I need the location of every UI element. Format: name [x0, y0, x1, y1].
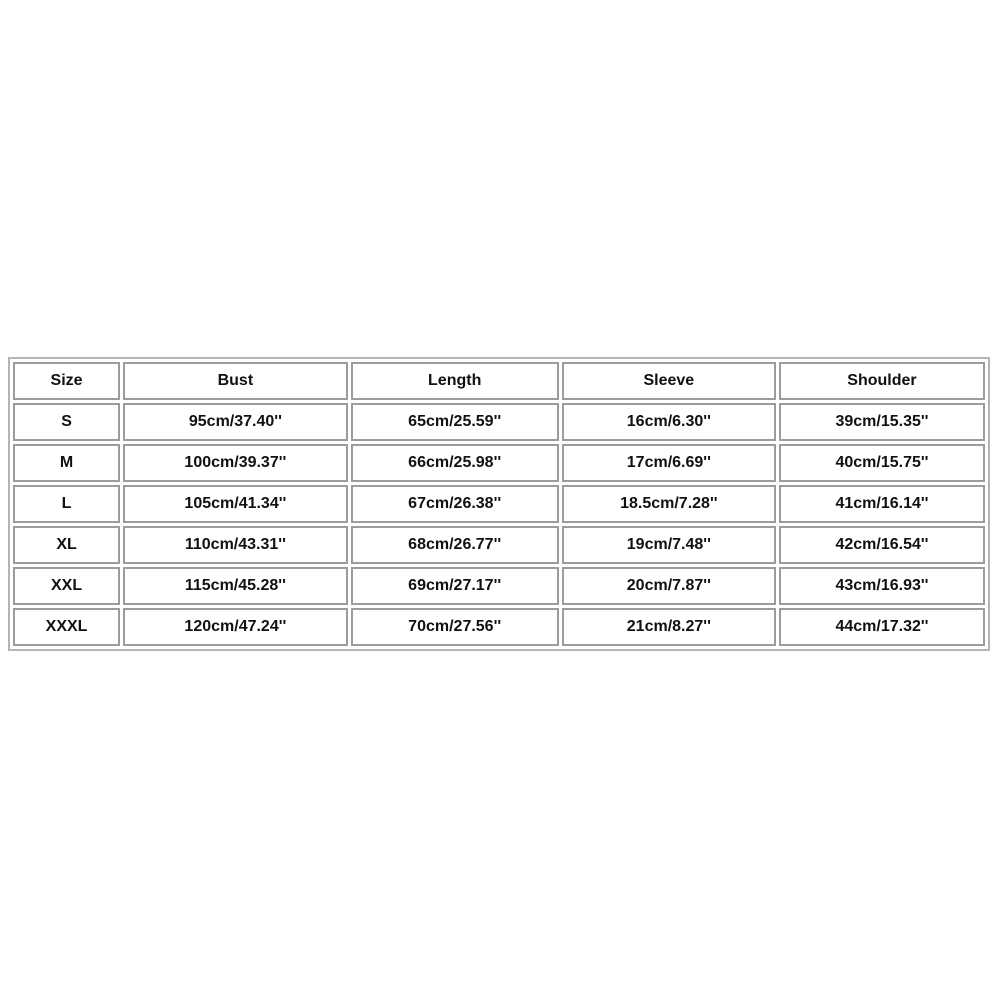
- size-cell: XXXL: [13, 608, 120, 646]
- sleeve-cell: 19cm/7.48'': [562, 526, 776, 564]
- header-shoulder: Shoulder: [779, 362, 985, 400]
- table-row: [13, 444, 985, 482]
- length-cell: 69cm/27.17'': [351, 567, 559, 605]
- bust-cell: 120cm/47.24'': [123, 608, 348, 646]
- shoulder-cell: 43cm/16.93'': [779, 567, 985, 605]
- size-chart-table: [8, 357, 990, 651]
- length-cell: 65cm/25.59'': [351, 403, 559, 441]
- sleeve-cell: 20cm/7.87'': [562, 567, 776, 605]
- header-sleeve: Sleeve: [562, 362, 776, 400]
- shoulder-cell: 40cm/15.75'': [779, 444, 985, 482]
- header-size: Size: [13, 362, 120, 400]
- bust-cell: 100cm/39.37'': [123, 444, 348, 482]
- length-cell: 68cm/26.77'': [351, 526, 559, 564]
- shoulder-cell: 44cm/17.32'': [779, 608, 985, 646]
- shoulder-cell: 39cm/15.35'': [779, 403, 985, 441]
- header-bust: Bust: [123, 362, 348, 400]
- length-cell: 66cm/25.98'': [351, 444, 559, 482]
- sleeve-cell: 18.5cm/7.28'': [562, 485, 776, 523]
- table-row: [13, 567, 985, 605]
- size-cell: XL: [13, 526, 120, 564]
- bust-cell: 115cm/45.28'': [123, 567, 348, 605]
- header-row: [13, 362, 985, 400]
- size-cell: S: [13, 403, 120, 441]
- table-row: [13, 403, 985, 441]
- table-row: [13, 526, 985, 564]
- bust-cell: 110cm/43.31'': [123, 526, 348, 564]
- bust-cell: 95cm/37.40'': [123, 403, 348, 441]
- sleeve-cell: 21cm/8.27'': [562, 608, 776, 646]
- shoulder-cell: 42cm/16.54'': [779, 526, 985, 564]
- size-cell: L: [13, 485, 120, 523]
- size-cell: XXL: [13, 567, 120, 605]
- table-row: [13, 608, 985, 646]
- table-row: [13, 485, 985, 523]
- bust-cell: 105cm/41.34'': [123, 485, 348, 523]
- length-cell: 70cm/27.56'': [351, 608, 559, 646]
- length-cell: 67cm/26.38'': [351, 485, 559, 523]
- size-cell: M: [13, 444, 120, 482]
- sleeve-cell: 17cm/6.69'': [562, 444, 776, 482]
- header-length: Length: [351, 362, 559, 400]
- sleeve-cell: 16cm/6.30'': [562, 403, 776, 441]
- shoulder-cell: 41cm/16.14'': [779, 485, 985, 523]
